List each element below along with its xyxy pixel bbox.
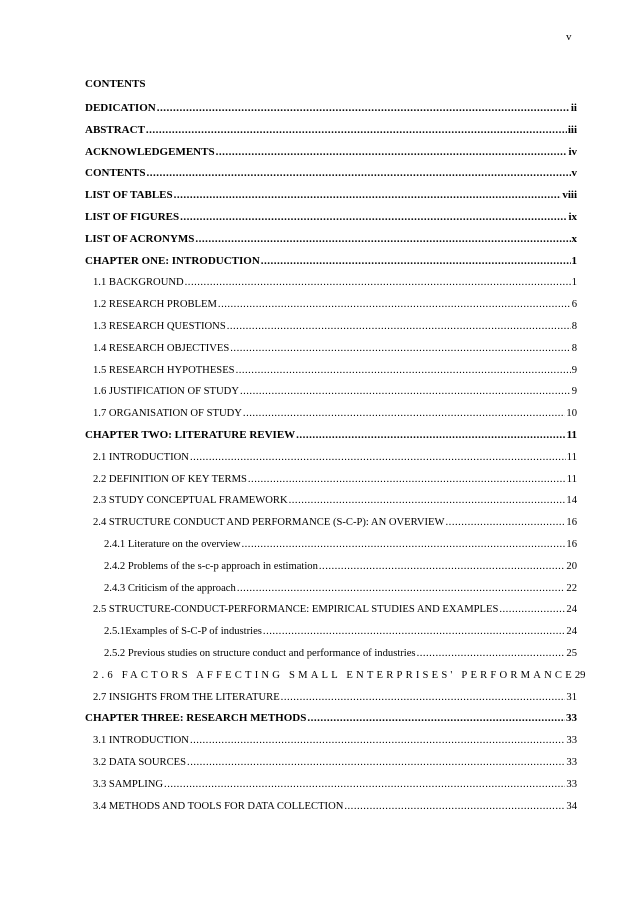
toc-entry[interactable] bbox=[85, 578, 577, 600]
toc-entry-label: LIST OF TABLES bbox=[85, 189, 173, 202]
toc-leader-dots bbox=[227, 316, 571, 338]
toc-entry-label: 2.2 DEFINITION OF KEY TERMS bbox=[93, 473, 247, 485]
toc-entry[interactable] bbox=[85, 294, 577, 316]
toc-entry-page: 1 bbox=[571, 277, 577, 289]
toc-entry[interactable] bbox=[85, 316, 577, 338]
toc-entry[interactable] bbox=[85, 425, 577, 447]
toc-entry[interactable] bbox=[85, 272, 577, 294]
toc-leader-dots bbox=[180, 207, 567, 229]
toc-leader-dots bbox=[319, 556, 566, 578]
toc-entry-label: 1.1 BACKGROUND bbox=[93, 277, 184, 289]
toc-entry-page: 9 bbox=[571, 364, 577, 376]
toc-entry-label: 2.1 INTRODUCTION bbox=[93, 451, 189, 463]
toc-entry-label: DEDICATION bbox=[85, 102, 156, 114]
toc-entry-label: 3.3 SAMPLING bbox=[93, 778, 164, 790]
toc-entry-label: CHAPTER ONE: INTRODUCTION bbox=[85, 254, 260, 267]
toc-leader-dots bbox=[243, 403, 565, 425]
toc-entry-label: 1.2 RESEARCH PROBLEM bbox=[93, 299, 217, 311]
toc-entry[interactable] bbox=[85, 556, 577, 578]
toc-entry-page: 6 bbox=[571, 299, 577, 311]
toc-entry[interactable] bbox=[85, 512, 577, 534]
toc-entry[interactable] bbox=[85, 490, 577, 512]
toc-leader-dots bbox=[147, 163, 571, 185]
toc-entry[interactable] bbox=[85, 687, 577, 709]
toc-entry-page: 10 bbox=[566, 408, 577, 420]
toc-entry-page: 11 bbox=[566, 428, 577, 441]
toc-leader-dots bbox=[296, 425, 565, 447]
toc-entry-page: 1 bbox=[571, 254, 577, 267]
toc-entry[interactable] bbox=[85, 752, 577, 774]
toc-leader-dots bbox=[263, 621, 565, 643]
toc-entry[interactable] bbox=[85, 534, 577, 556]
toc-entry-label: 2.4.2 Problems of the s-c-p approach in estimation bbox=[104, 560, 318, 572]
toc-leader-dots bbox=[216, 142, 568, 164]
toc-entry[interactable] bbox=[85, 403, 577, 425]
toc-entry-label: 3.1 INTRODUCTION bbox=[93, 735, 189, 747]
toc-entry-page: 14 bbox=[566, 495, 577, 507]
toc-entry[interactable] bbox=[85, 599, 577, 621]
toc-leader-dots bbox=[190, 447, 566, 469]
toc-leader-dots bbox=[187, 752, 565, 774]
toc-entry[interactable] bbox=[85, 98, 577, 120]
toc-entry-page: 33 bbox=[566, 735, 577, 747]
toc-leader-dots bbox=[190, 730, 565, 752]
toc-entry-page: 16 bbox=[566, 538, 577, 550]
toc-entry[interactable] bbox=[85, 185, 577, 207]
page-number: v bbox=[566, 31, 572, 43]
toc-entry-page: v bbox=[571, 167, 577, 180]
toc-entry-label: 2.4 STRUCTURE CONDUCT AND PERFORMANCE (S-C-P): AN OVERVIEW bbox=[93, 517, 445, 529]
toc-entry[interactable] bbox=[85, 796, 577, 818]
toc-leader-dots bbox=[499, 599, 565, 621]
toc-entry-label: ACKNOWLEDGEMENTS bbox=[85, 145, 215, 158]
toc-entry-label: 1.3 RESEARCH QUESTIONS bbox=[93, 320, 226, 332]
toc-entry-label: 2.3 STUDY CONCEPTUAL FRAMEWORK bbox=[93, 495, 288, 507]
toc-entry-page: 8 bbox=[571, 320, 577, 332]
toc-entry[interactable] bbox=[85, 381, 577, 403]
toc-leader-dots bbox=[236, 360, 571, 382]
toc-leader-dots bbox=[248, 469, 566, 491]
toc-entry-label: CONTENTS bbox=[85, 167, 146, 180]
toc-entry-page: 33 bbox=[566, 756, 577, 768]
toc-entry-label: 2.4.1 Literature on the overview bbox=[104, 538, 241, 550]
toc-entry[interactable] bbox=[85, 665, 586, 687]
toc-entry[interactable] bbox=[85, 142, 577, 164]
toc-entry-label: 1.4 RESEARCH OBJECTIVES bbox=[93, 342, 230, 354]
toc-entry-label: 1.7 ORGANISATION OF STUDY bbox=[93, 408, 242, 420]
toc-entry-page: x bbox=[571, 232, 577, 245]
toc-entry[interactable] bbox=[85, 643, 577, 665]
toc-leader-dots bbox=[446, 512, 566, 534]
toc-entry-page: 22 bbox=[566, 582, 577, 594]
toc-entry[interactable] bbox=[85, 447, 577, 469]
toc-leader-dots bbox=[344, 796, 565, 818]
toc-entry-label: 3.2 DATA SOURCES bbox=[93, 756, 187, 768]
toc-entry-page: 34 bbox=[566, 800, 577, 812]
toc-entry-page: 8 bbox=[571, 342, 577, 354]
toc-entry-page: 20 bbox=[566, 560, 577, 572]
toc-entry[interactable] bbox=[85, 251, 577, 273]
toc-entry-label: 2.6 FACTORS AFFECTING SMALL ENTERPRISES' PERFORMANCE bbox=[93, 669, 575, 681]
toc-entry[interactable] bbox=[85, 207, 577, 229]
toc-leader-dots bbox=[185, 272, 571, 294]
toc-entry-label: CHAPTER THREE: RESEARCH METHODS bbox=[85, 712, 307, 725]
toc-entry-page: 31 bbox=[566, 691, 577, 703]
toc-entry-page: iii bbox=[567, 123, 577, 136]
toc-entry-label: 2.4.3 Criticism of the approach bbox=[104, 582, 236, 594]
toc-leader-dots bbox=[174, 185, 562, 207]
toc-leader-dots bbox=[230, 338, 570, 360]
toc-entry[interactable] bbox=[85, 338, 577, 360]
toc-entry[interactable] bbox=[85, 708, 577, 730]
toc-entry-label: 2.5.2 Previous studies on structure conduct and performance of industries bbox=[104, 647, 416, 659]
toc-entry-label: 1.5 RESEARCH HYPOTHESES bbox=[93, 364, 235, 376]
toc-entry-page: 9 bbox=[571, 386, 577, 398]
toc-leader-dots bbox=[218, 294, 571, 316]
toc-entry-page: 16 bbox=[566, 517, 577, 529]
toc-leader-dots bbox=[289, 490, 566, 512]
toc-entry-label: LIST OF ACRONYMS bbox=[85, 232, 195, 245]
toc-entry-label: 2.5.1Examples of S-C-P of industries bbox=[104, 626, 262, 638]
toc-entry-page: 33 bbox=[566, 712, 577, 725]
toc-entry[interactable] bbox=[85, 621, 577, 643]
toc-entry[interactable] bbox=[85, 229, 577, 251]
toc-leader-dots bbox=[146, 120, 567, 142]
toc-entry-label: 3.4 METHODS AND TOOLS FOR DATA COLLECTION bbox=[93, 800, 344, 812]
toc-leader-dots bbox=[164, 774, 565, 796]
toc-entry-label: ABSTRACT bbox=[85, 123, 145, 136]
toc-entry-page: 24 bbox=[566, 604, 577, 616]
toc-entry-page: ix bbox=[568, 210, 577, 223]
toc-leader-dots bbox=[261, 251, 571, 273]
toc-entry[interactable] bbox=[85, 730, 577, 752]
toc-entry-page: 11 bbox=[566, 473, 577, 485]
toc-entry-label: CHAPTER TWO: LITERATURE REVIEW bbox=[85, 428, 296, 441]
toc-leader-dots bbox=[240, 381, 571, 403]
toc-leader-dots bbox=[281, 687, 566, 709]
toc-leader-dots bbox=[242, 534, 566, 556]
toc-leader-dots bbox=[307, 708, 565, 730]
table-of-contents bbox=[85, 76, 586, 817]
toc-leader-dots bbox=[417, 643, 566, 665]
toc-entry-page: 11 bbox=[566, 451, 577, 463]
toc-entry-label: 1.6 JUSTIFICATION OF STUDY bbox=[93, 386, 239, 398]
toc-entry[interactable] bbox=[85, 469, 577, 491]
toc-leader-dots bbox=[195, 229, 570, 251]
toc-entry-page: 29 bbox=[574, 669, 586, 681]
toc-entry-label: 2.7 INSIGHTS FROM THE LITERATURE bbox=[93, 691, 280, 703]
toc-entry-page: 33 bbox=[566, 778, 577, 790]
toc-entry[interactable] bbox=[85, 120, 577, 142]
toc-entry-page: ii bbox=[570, 102, 577, 114]
toc-entry[interactable] bbox=[85, 774, 577, 796]
toc-leader-dots bbox=[237, 578, 566, 600]
toc-entry[interactable] bbox=[85, 360, 577, 382]
toc-entry-page: viii bbox=[562, 189, 577, 202]
toc-entry[interactable] bbox=[85, 163, 577, 185]
toc-entry-page: iv bbox=[568, 145, 577, 158]
toc-entry-page: 25 bbox=[566, 647, 577, 659]
toc-leader-dots bbox=[157, 98, 570, 120]
toc-entry-label: LIST OF FIGURES bbox=[85, 210, 180, 223]
toc-entry-label: 2.5 STRUCTURE-CONDUCT-PERFORMANCE: EMPIRICAL STUDIES AND EXAMPLES bbox=[93, 604, 499, 616]
toc-entry-page: 24 bbox=[566, 626, 577, 638]
toc-title: CONTENTS bbox=[85, 78, 146, 90]
toc-list bbox=[85, 98, 586, 817]
